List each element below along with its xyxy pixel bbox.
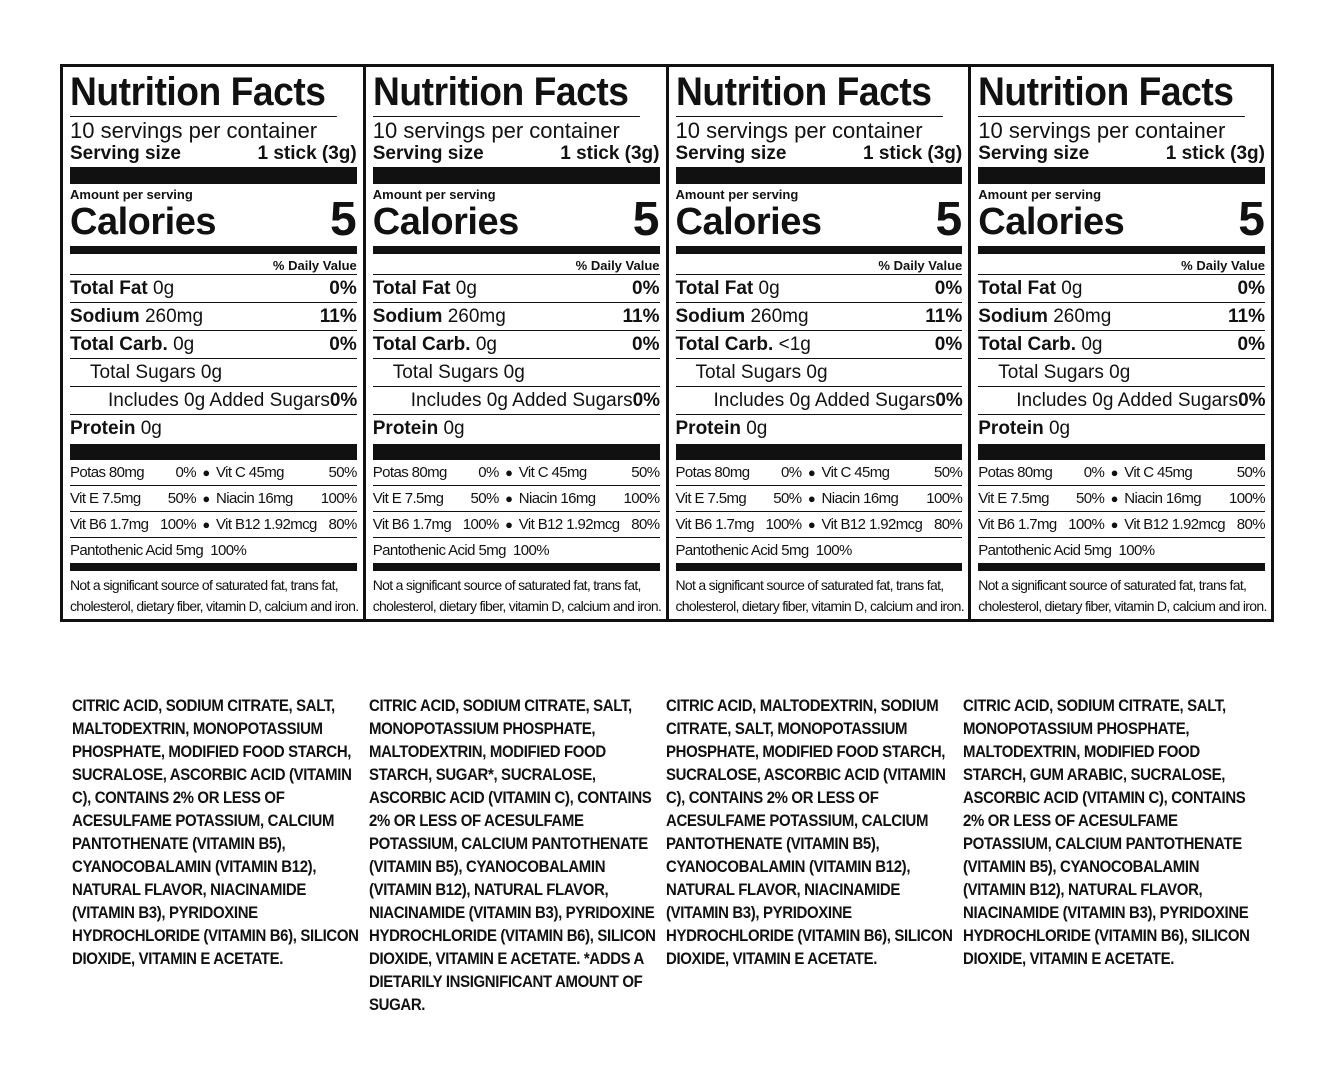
vitamin-cell (70, 461, 196, 485)
medium-divider (373, 246, 660, 254)
added-sugars-label: Includes 0g Added Sugars (108, 389, 330, 411)
vitamin-name: Vit B12 1.92mcg (1124, 515, 1226, 533)
vitamin-name: Vit E 7.5mg (70, 489, 141, 507)
vitamin-name: Vit C 45mg (821, 463, 890, 481)
bullet-icon: ● (807, 464, 816, 480)
footnote (978, 575, 1265, 617)
thick-divider (978, 444, 1265, 460)
pantothenic-row (978, 538, 1265, 564)
footnote (676, 575, 963, 617)
serving-size-value: 1 stick (3g) (1165, 143, 1265, 164)
servings-per-container: 10 servings per container (70, 118, 318, 143)
protein-label: Protein (70, 417, 136, 439)
sodium-dv: 11% (1228, 305, 1265, 327)
nutrition-facts-title: Nutrition Facts (676, 70, 943, 117)
protein-label: Protein (978, 417, 1044, 439)
vitamin-name: Vit E 7.5mg (978, 489, 1049, 507)
vitamin-row (373, 460, 660, 486)
vitamin-name: Vit B12 1.92mcg (518, 515, 620, 533)
vitamin-cell (978, 461, 1104, 485)
vitamin-dv: 0% (175, 463, 196, 481)
vitamin-cell (216, 487, 357, 511)
vitamin-row (70, 486, 357, 512)
total-sugars-label: Total Sugars 0g (392, 361, 525, 383)
sodium-amount: 260mg (750, 305, 809, 327)
serving-size-row (676, 143, 963, 165)
thick-divider (978, 167, 1265, 184)
protein-label: Protein (675, 417, 741, 439)
vitamin-name: Vit B12 1.92mcg (216, 515, 317, 533)
vitamin-name: Niacin 16mg (216, 489, 293, 507)
vitamin-dv: 0% (478, 463, 499, 481)
medium-divider (373, 564, 660, 571)
servings-per-container: 10 servings per container (372, 118, 620, 143)
vitamin-rows (373, 460, 660, 538)
pantothenic-label: Pantothenic Acid 5mg (978, 541, 1112, 559)
calories-value: 5 (1238, 193, 1265, 246)
amount-per-serving: Amount per serving (675, 187, 799, 202)
amount-per-serving: Amount per serving (372, 187, 496, 202)
total-carb-label: Total Carb. (675, 333, 774, 355)
vitamin-name: Vit E 7.5mg (372, 489, 444, 507)
vitamin-name: Niacin 16mg (821, 489, 899, 507)
calories-label: Calories (675, 201, 822, 243)
vitamin-row (676, 512, 963, 538)
pantothenic-row (676, 538, 963, 564)
protein-row (676, 415, 963, 442)
added-sugars-label: Includes 0g Added Sugars (1016, 389, 1239, 411)
bullet-icon: ● (1110, 490, 1118, 506)
thick-divider (676, 167, 963, 184)
vitamin-dv: 100% (1229, 489, 1265, 507)
total-fat-row (373, 275, 660, 303)
nutrition-facts-panel (669, 67, 972, 619)
vitamin-dv: 50% (631, 463, 660, 481)
added-sugars-row (978, 387, 1265, 415)
serving-size-label: Serving size (372, 143, 484, 164)
servings-per-container: 10 servings per container (978, 118, 1226, 143)
sodium-label: Sodium (675, 305, 746, 327)
ingredients-column (72, 694, 359, 1016)
added-sugars-dv: 0% (1238, 389, 1266, 411)
added-sugars-dv: 0% (329, 389, 358, 411)
vitamin-cell (822, 461, 963, 485)
added-sugars-label: Includes 0g Added Sugars (713, 389, 936, 411)
medium-divider (978, 564, 1265, 571)
total-carb-row (373, 331, 660, 359)
total-sugars-row (373, 359, 660, 387)
vitamin-name: Potas 80mg (978, 463, 1053, 481)
sodium-dv: 11% (622, 305, 660, 327)
vitamin-name: Potas 80mg (675, 463, 750, 481)
protein-amount: 0g (1048, 417, 1071, 439)
pantothenic-dv: 100% (1118, 541, 1155, 559)
servings-per-container: 10 servings per container (675, 118, 923, 143)
footnote-line-1: Not a significant source of saturated fat, trans fat, (372, 577, 641, 593)
vitamin-name: Vit B6 1.7mg (372, 515, 452, 533)
bullet-icon: ● (807, 490, 816, 506)
vitamin-cell (1124, 513, 1265, 537)
vitamin-name: Vit B12 1.92mcg (821, 515, 923, 533)
bullet-icon: ● (1110, 464, 1118, 480)
total-carb-dv: 0% (329, 333, 357, 355)
vitamin-rows (676, 460, 963, 538)
vitamin-rows (70, 460, 357, 538)
total-fat-label: Total Fat (675, 277, 754, 299)
serving-size-value: 1 stick (3g) (257, 143, 357, 164)
amount-per-serving: Amount per serving (70, 187, 193, 202)
vitamin-dv: 0% (1083, 463, 1105, 481)
vitamin-dv: 0% (781, 463, 802, 481)
thick-divider (676, 444, 963, 460)
calories-label: Calories (372, 201, 519, 243)
bullet-icon: ● (202, 516, 210, 532)
vitamin-dv: 100% (623, 489, 660, 507)
vitamin-cell (216, 461, 357, 485)
bullet-icon: ● (505, 464, 513, 480)
added-sugars-dv: 0% (935, 389, 963, 411)
pantothenic-dv: 100% (815, 541, 852, 559)
footnote-line-2: cholesterol, dietary fiber, vitamin D, calcium and iron. (978, 598, 1267, 614)
vitamin-name: Vit E 7.5mg (675, 489, 747, 507)
total-fat-dv: 0% (632, 277, 660, 299)
bullet-icon: ● (1110, 516, 1118, 532)
vitamin-cell (70, 513, 196, 537)
ingredients-text: CITRIC ACID, MALTODEXTRIN, SODIUM CITRATE, SALT, MONOPOTASSIUM PHOSPHATE, MODIFIED FOOD STARCH, SUCRALOSE, ASCORBIC ACID (VITAMIN C), CONTAINS 2% OR LESS OF ACESULFAME POTASSIUM, CALCIUM PANTOTHENATE (VITAMIN B5), CYANOCOBALAMIN (VITAMIN B12), NATURAL FLAVOR, NIACINAMIDE (VITAMIN B3), PYRIDOXINE HYDROCHLORIDE (VITAMIN B6), SILICON DIOXIDE, VITAMIN E ACETATE. (666, 696, 953, 968)
total-carb-amount: 0g (1081, 333, 1103, 355)
footnote-line-2: cholesterol, dietary fiber, vitamin D, calcium and iron. (372, 598, 662, 614)
bullet-icon: ● (202, 464, 210, 480)
ingredients-column (369, 694, 656, 1016)
calories-value: 5 (935, 193, 963, 246)
pantothenic-label: Pantothenic Acid 5mg (675, 541, 809, 559)
vitamin-cell (373, 461, 499, 485)
total-carb-label: Total Carb. (70, 333, 168, 355)
sodium-row (676, 303, 963, 331)
vitamin-dv: 80% (631, 515, 660, 533)
vitamin-row (978, 460, 1265, 486)
vitamin-dv: 50% (328, 463, 357, 481)
vitamin-name: Niacin 16mg (518, 489, 596, 507)
total-fat-dv: 0% (1237, 277, 1265, 299)
calories-label: Calories (978, 201, 1125, 243)
total-fat-amount: 0g (153, 277, 175, 299)
amount-per-serving: Amount per serving (978, 187, 1102, 202)
ingredients-column (666, 694, 953, 1016)
pantothenic-label: Pantothenic Acid 5mg (372, 541, 506, 559)
total-carb-dv: 0% (1237, 333, 1265, 355)
vitamin-cell (70, 487, 196, 511)
total-fat-label: Total Fat (70, 277, 148, 299)
total-sugars-row (70, 359, 357, 387)
pantothenic-dv: 100% (512, 541, 549, 559)
total-carb-label: Total Carb. (978, 333, 1077, 355)
daily-value-header: % Daily Value (70, 258, 357, 275)
vitamin-name: Vit C 45mg (216, 463, 284, 481)
sodium-amount: 260mg (447, 305, 506, 327)
vitamin-cell (519, 487, 660, 511)
added-sugars-dv: 0% (632, 389, 661, 411)
vitamin-row (70, 460, 357, 486)
vitamin-row (676, 460, 963, 486)
protein-row (978, 415, 1265, 442)
ingredients-text: CITRIC ACID, SODIUM CITRATE, SALT, MONOPOTASSIUM PHOSPHATE, MALTODEXTRIN, MODIFIED FOOD STARCH, GUM ARABIC, SUCRALOSE, ASCORBIC ACID (VITAMIN C), CONTAINS 2% OR LESS OF ACESULFAME POTASSIUM, CALCIUM PANTOTHENATE (VITAMIN B5), CYANOCOBALAMIN (VITAMIN B12), NATURAL FLAVOR, NIACINAMIDE (VITAMIN B3), PYRIDOXINE HYDROCHLORIDE (VITAMIN B6), SILICON DIOXIDE, VITAMIN E ACETATE. (963, 696, 1250, 968)
vitamin-cell (676, 487, 802, 511)
nutrition-facts-title: Nutrition Facts (373, 70, 640, 117)
total-sugars-row (978, 359, 1265, 387)
pantothenic-dv: 100% (210, 541, 247, 559)
vitamin-row (70, 512, 357, 538)
vitamin-name: Niacin 16mg (1124, 489, 1202, 507)
vitamin-cell (519, 461, 660, 485)
total-fat-row (676, 275, 963, 303)
medium-divider (70, 246, 357, 254)
vitamin-row (978, 512, 1265, 538)
protein-row (373, 415, 660, 442)
vitamin-name: Vit C 45mg (1124, 463, 1193, 481)
vitamin-name: Potas 80mg (372, 463, 447, 481)
total-carb-amount: <1g (778, 333, 811, 355)
thick-divider (373, 444, 660, 460)
serving-size-value: 1 stick (3g) (862, 143, 963, 164)
protein-row (70, 415, 357, 442)
sodium-label: Sodium (372, 305, 443, 327)
footnote-line-1: Not a significant source of saturated fat, trans fat, (675, 577, 944, 593)
medium-divider (978, 246, 1265, 254)
total-fat-row (70, 275, 357, 303)
calories-value: 5 (632, 193, 660, 246)
total-carb-dv: 0% (632, 333, 660, 355)
sodium-row (373, 303, 660, 331)
sodium-dv: 11% (319, 305, 357, 327)
vitamin-name: Vit B6 1.7mg (978, 515, 1057, 533)
vitamin-cell (519, 513, 660, 537)
daily-value-header: % Daily Value (978, 258, 1265, 275)
footnote (70, 575, 357, 617)
total-carb-row (70, 331, 357, 359)
sodium-row (978, 303, 1265, 331)
total-carb-label: Total Carb. (372, 333, 471, 355)
serving-size-label: Serving size (675, 143, 787, 164)
medium-divider (70, 564, 357, 571)
total-sugars-label: Total Sugars 0g (90, 361, 223, 383)
total-fat-dv: 0% (329, 277, 357, 299)
total-carb-amount: 0g (173, 333, 195, 355)
footnote-line-1: Not a significant source of saturated fat, trans fat, (70, 577, 338, 593)
added-sugars-label: Includes 0g Added Sugars (410, 389, 633, 411)
sodium-row (70, 303, 357, 331)
vitamin-cell (1124, 461, 1265, 485)
vitamin-cell (1124, 487, 1265, 511)
calories-label: Calories (70, 201, 216, 243)
serving-size-value: 1 stick (3g) (560, 143, 660, 164)
thick-divider (70, 167, 357, 184)
nutrition-facts-panel (971, 67, 1271, 619)
sodium-amount: 260mg (144, 305, 204, 327)
total-fat-amount: 0g (758, 277, 780, 299)
vitamin-row (978, 486, 1265, 512)
sodium-dv: 11% (925, 305, 963, 327)
nutrition-facts-panel (63, 67, 366, 619)
protein-amount: 0g (140, 417, 162, 439)
vitamin-dv: 80% (328, 515, 357, 533)
serving-size-label: Serving size (70, 143, 181, 164)
serving-size-label: Serving size (978, 143, 1090, 164)
vitamin-dv: 50% (773, 489, 802, 507)
total-fat-dv: 0% (934, 277, 963, 299)
ingredients-text: CITRIC ACID, SODIUM CITRATE, SALT, MONOPOTASSIUM PHOSPHATE, MALTODEXTRIN, MODIFIED FOOD STARCH, SUGAR*, SUCRALOSE, ASCORBIC ACID (VITAMIN C), CONTAINS 2% OR LESS OF ACESULFAME POTASSIUM, CALCIUM PANTOTHENATE (VITAMIN B5), CYANOCOBALAMIN (VITAMIN B12), NATURAL FLAVOR, NIACINAMIDE (VITAMIN B3), PYRIDOXINE HYDROCHLORIDE (VITAMIN B6), SILICON DIOXIDE, VITAMIN E ACETATE. *ADDS A DIETARILY INSIGNIFICANT AMOUNT OF SUGAR. (369, 696, 656, 1014)
total-fat-row (978, 275, 1265, 303)
vitamin-cell (822, 513, 963, 537)
vitamin-dv: 50% (1236, 463, 1265, 481)
vitamin-cell (373, 513, 499, 537)
serving-size-row (70, 143, 357, 165)
vitamin-cell (216, 513, 357, 537)
vitamin-dv: 50% (470, 489, 499, 507)
footnote-line-1: Not a significant source of saturated fat, trans fat, (978, 577, 1247, 593)
vitamin-dv: 50% (1076, 489, 1105, 507)
sodium-amount: 260mg (1053, 305, 1112, 327)
footnote-line-2: cholesterol, dietary fiber, vitamin D, calcium and iron. (70, 598, 359, 614)
ingredients-text: CITRIC ACID, SODIUM CITRATE, SALT, MALTODEXTRIN, MONOPOTASSIUM PHOSPHATE, MODIFIED FOOD STARCH, SUCRALOSE, ASCORBIC ACID (VITAMIN C), CONTAINS 2% OR LESS OF ACESULFAME POTASSIUM, CALCIUM PANTOTHENATE (VITAMIN B5), CYANOCOBALAMIN (VITAMIN B12), NATURAL FLAVOR, NIACINAMIDE (VITAMIN B3), PYRIDOXINE HYDROCHLORIDE (VITAMIN B6), SILICON DIOXIDE, VITAMIN E ACETATE. (72, 696, 359, 968)
bullet-icon: ● (505, 490, 513, 506)
vitamin-cell (822, 487, 963, 511)
bullet-icon: ● (505, 516, 513, 532)
nutrition-facts-panel (366, 67, 669, 619)
calories-value: 5 (330, 193, 357, 246)
vitamin-name: Vit B6 1.7mg (675, 515, 754, 533)
pantothenic-label: Pantothenic Acid 5mg (70, 541, 204, 559)
total-sugars-label: Total Sugars 0g (998, 361, 1131, 383)
added-sugars-row (676, 387, 963, 415)
vitamin-cell (676, 461, 802, 485)
protein-amount: 0g (746, 417, 768, 439)
pantothenic-row (70, 538, 357, 564)
vitamin-dv: 100% (320, 489, 357, 507)
daily-value-header: % Daily Value (373, 258, 660, 275)
total-fat-amount: 0g (1061, 277, 1083, 299)
pantothenic-row (373, 538, 660, 564)
added-sugars-row (373, 387, 660, 415)
vitamin-name: Potas 80mg (70, 463, 145, 481)
footnote-line-2: cholesterol, dietary fiber, vitamin D, calcium and iron. (675, 598, 964, 614)
vitamin-row (676, 486, 963, 512)
vitamin-dv: 100% (926, 489, 963, 507)
total-sugars-row (676, 359, 963, 387)
sodium-label: Sodium (978, 305, 1048, 327)
vitamin-dv: 50% (934, 463, 963, 481)
vitamin-cell (978, 487, 1104, 511)
vitamin-row (373, 486, 660, 512)
footnote (373, 575, 660, 617)
nutrition-facts-title: Nutrition Facts (978, 70, 1245, 117)
thick-divider (373, 167, 660, 184)
protein-label: Protein (372, 417, 439, 439)
vitamin-cell (676, 513, 802, 537)
total-carb-dv: 0% (934, 333, 963, 355)
thick-divider (70, 444, 357, 460)
vitamin-rows (978, 460, 1265, 538)
vitamin-cell (978, 513, 1104, 537)
nutrition-facts-title: Nutrition Facts (70, 70, 337, 117)
vitamin-name: Vit B6 1.7mg (70, 515, 149, 533)
added-sugars-row (70, 387, 357, 415)
medium-divider (676, 564, 963, 571)
serving-size-row (373, 143, 660, 165)
ingredients-column (963, 694, 1250, 1016)
vitamin-cell (373, 487, 499, 511)
total-carb-amount: 0g (475, 333, 497, 355)
ingredients-section (72, 694, 1262, 1016)
vitamin-name: Vit C 45mg (518, 463, 587, 481)
vitamin-dv: 100% (462, 515, 499, 533)
sodium-label: Sodium (70, 305, 140, 327)
daily-value-header: % Daily Value (676, 258, 963, 275)
total-carb-row (676, 331, 963, 359)
vitamin-dv: 100% (765, 515, 802, 533)
total-sugars-label: Total Sugars 0g (695, 361, 828, 383)
medium-divider (676, 246, 963, 254)
vitamin-row (373, 512, 660, 538)
vitamin-dv: 50% (167, 489, 196, 507)
serving-size-row (978, 143, 1265, 165)
vitamin-dv: 80% (1236, 515, 1265, 533)
vitamin-dv: 100% (160, 515, 196, 533)
protein-amount: 0g (443, 417, 465, 439)
vitamin-dv: 100% (1068, 515, 1105, 533)
total-fat-label: Total Fat (978, 277, 1057, 299)
total-fat-label: Total Fat (372, 277, 451, 299)
total-carb-row (978, 331, 1265, 359)
vitamin-dv: 80% (934, 515, 963, 533)
bullet-icon: ● (202, 490, 210, 506)
total-fat-amount: 0g (455, 277, 477, 299)
bullet-icon: ● (807, 516, 816, 532)
nutrition-panels (60, 64, 1274, 622)
